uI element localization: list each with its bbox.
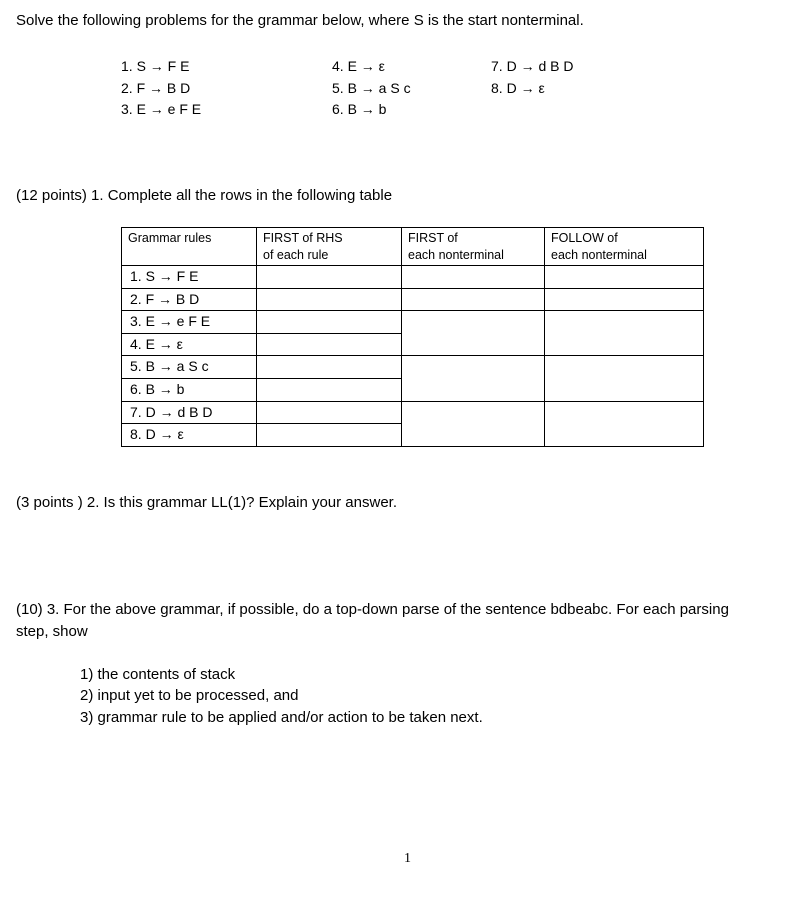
answer-cell[interactable] bbox=[257, 288, 402, 311]
list-item: 1) the contents of stack bbox=[80, 666, 236, 683]
header-first-nonterminal: FIRST of each nonterminal bbox=[402, 228, 545, 266]
page-number: 1 bbox=[404, 851, 411, 866]
answer-cell[interactable] bbox=[257, 424, 402, 447]
question-1-prompt: (12 points) 1. Complete all the rows in the following table bbox=[16, 187, 393, 204]
header-follow-nonterminal: FOLLOW of each nonterminal bbox=[545, 228, 704, 266]
grammar-rule: 4. E → ε bbox=[332, 58, 385, 74]
header-first-rhs: FIRST of RHS of each rule bbox=[257, 228, 402, 266]
answer-cell[interactable] bbox=[257, 379, 402, 402]
answer-cell[interactable] bbox=[257, 401, 402, 424]
table-row bbox=[122, 288, 704, 311]
first-follow-table bbox=[121, 227, 704, 447]
table-row bbox=[122, 266, 704, 289]
rule-cell: 3. E → e F E bbox=[122, 311, 257, 334]
rule-cell: 8. D → ε bbox=[122, 424, 257, 447]
answer-cell[interactable] bbox=[402, 266, 545, 289]
question-3-prompt-line1: (10) 3. For the above grammar, if possible, do a top-down parse of the sentence bdbeabc. For each parsing bbox=[16, 601, 729, 618]
rule-cell: 1. S → F E bbox=[122, 266, 257, 289]
rule-cell: 7. D → d B D bbox=[122, 401, 257, 424]
answer-cell[interactable] bbox=[545, 356, 704, 401]
grammar-rule: 1. S → F E bbox=[121, 58, 190, 74]
answer-cell[interactable] bbox=[545, 288, 704, 311]
question-3-prompt-line2: step, show bbox=[16, 623, 88, 640]
table-row bbox=[122, 401, 704, 424]
grammar-rule: 5. B → a S c bbox=[332, 80, 411, 96]
table-row bbox=[122, 311, 704, 334]
answer-cell[interactable] bbox=[545, 401, 704, 446]
answer-cell[interactable] bbox=[257, 311, 402, 334]
question-2-prompt: (3 points ) 2. Is this grammar LL(1)? Explain your answer. bbox=[16, 494, 397, 511]
answer-cell[interactable] bbox=[257, 266, 402, 289]
intro-text: Solve the following problems for the grammar below, where S is the start nonterminal. bbox=[16, 12, 584, 29]
grammar-rule: 7. D → d B D bbox=[491, 58, 574, 74]
rule-cell: 6. B → b bbox=[122, 379, 257, 402]
answer-cell[interactable] bbox=[545, 266, 704, 289]
list-item: 2) input yet to be processed, and bbox=[80, 687, 299, 704]
rule-cell: 4. E → ε bbox=[122, 333, 257, 356]
answer-cell[interactable] bbox=[257, 356, 402, 379]
grammar-rule: 6. B → b bbox=[332, 101, 387, 117]
header-grammar-rules: Grammar rules bbox=[122, 228, 257, 266]
answer-cell[interactable] bbox=[402, 401, 545, 446]
grammar-rule: 2. F → B D bbox=[121, 80, 191, 96]
answer-cell[interactable] bbox=[545, 311, 704, 356]
answer-cell[interactable] bbox=[402, 288, 545, 311]
list-item: 3) grammar rule to be applied and/or action to be taken next. bbox=[80, 709, 483, 726]
grammar-rule: 8. D → ε bbox=[491, 80, 545, 96]
table-row bbox=[122, 356, 704, 379]
answer-cell[interactable] bbox=[257, 333, 402, 356]
grammar-rule: 3. E → e F E bbox=[121, 101, 202, 117]
rule-cell: 2. F → B D bbox=[122, 288, 257, 311]
answer-cell[interactable] bbox=[402, 356, 545, 401]
answer-cell[interactable] bbox=[402, 311, 545, 356]
table-header-row bbox=[122, 228, 704, 266]
rule-cell: 5. B → a S c bbox=[122, 356, 257, 379]
